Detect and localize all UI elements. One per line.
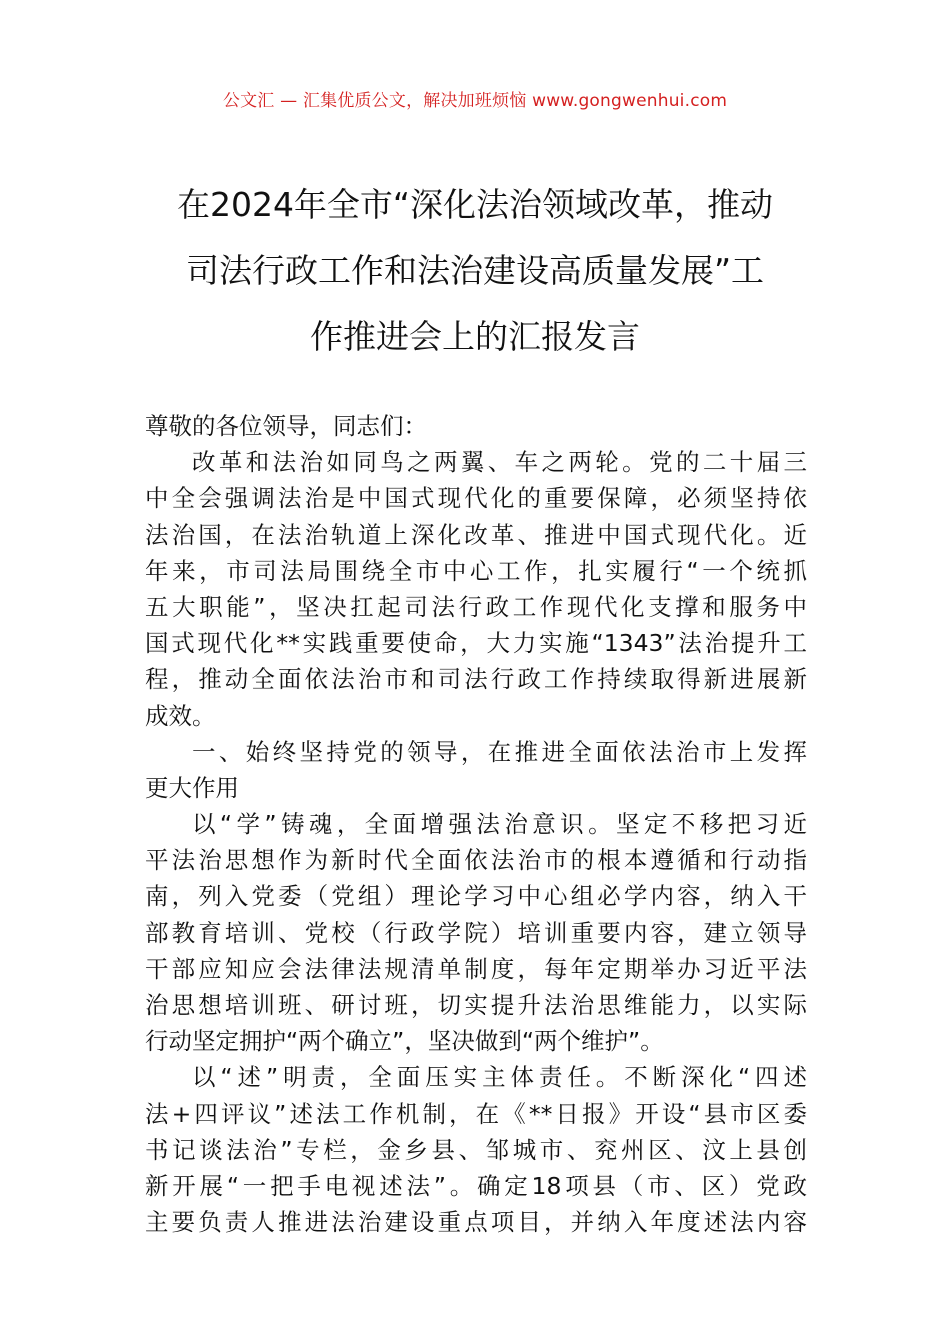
paragraph-line: 南，列入党委（党组）理论学习中心组必学内容，纳入干 [145,882,807,911]
header-banner: 公文汇 — 汇集优质公文，解决加班烦恼 www.gongwenhui.com [222,91,728,111]
paragraph-line: 书记谈法治”专栏，金乡县、邹城市、兖州区、汶上县创 [145,1135,807,1164]
paragraph-line: 国式现代化**实践重要使命，大力实施“1343”法治提升工 [145,629,807,658]
document-title [138,172,812,370]
paragraph-line: 改革和法治如同鸟之两翼、车之两轮。党的二十届三 [192,448,807,477]
paragraph-line: 部教育培训、党校（行政学院）培训重要内容，建立领导 [145,918,807,947]
document-body [145,408,807,1240]
title-line: 司法行政工作和法治建设高质量发展”工 [185,251,765,290]
paragraph-line: 以“学”铸魂，全面增强法治意识。坚定不移把习近 [192,810,807,839]
title-line: 在2024年全市“深化法治领域改革，推动 [176,185,774,224]
paragraph-line: 主要负责人推进法治建设重点项目，并纳入年度述法内容 [145,1208,807,1237]
title-line: 作推进会上的汇报发言 [310,317,640,356]
paragraph-line: 干部应知应会法律法规清单制度，每年定期举办习近平法 [145,954,807,983]
paragraph-line: 成效。 [145,701,216,730]
paragraph-line: 行动坚定拥护“两个确立”，坚决做到“两个维护”。 [145,1027,664,1056]
paragraph-line: 治思想培训班、研讨班，切实提升法治思维能力，以实际 [145,991,807,1019]
paragraph-line: 程，推动全面依法治市和司法行政工作持续取得新进展新 [145,665,807,694]
paragraph-line: 中全会强调法治是中国式现代化的重要保障，必须坚持依 [145,484,807,513]
paragraph-line: 以“述”明责，全面压实主体责任。不断深化“四述 [192,1063,807,1092]
paragraph-line: 法治国，在法治轨道上深化改革、推进中国式现代化。近 [145,520,807,549]
salutation: 尊敬的各位领导，同志们： [145,412,427,440]
paragraph-line: 五大职能”，坚决扛起司法行政工作现代化支撑和服务中 [145,592,807,621]
paragraph-line: 新开展“一把手电视述法”。确定18项县（市、区）党政 [145,1171,807,1200]
paragraph-line: 年来，市司法局围绕全市中心工作，扎实履行“一个统抓 [145,556,807,585]
section-heading: 一、始终坚持党的领导，在推进全面依法治市上发挥 [192,737,807,766]
paragraph-line: 法+四评议”述法工作机制，在《**日报》开设“县市区委 [145,1099,807,1128]
paragraph-line: 平法治思想作为新时代全面依法治市的根本遵循和行动指 [145,846,807,875]
section-heading: 更大作用 [145,773,239,802]
